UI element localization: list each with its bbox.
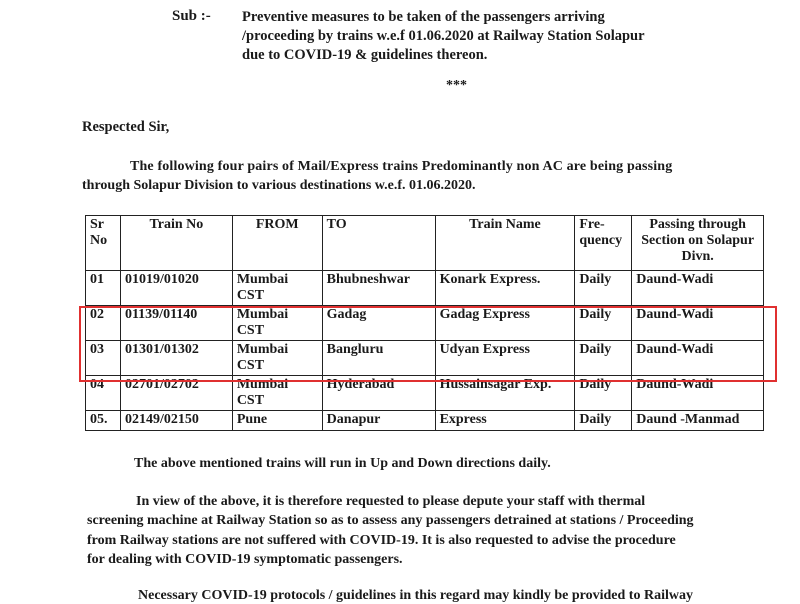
cell-from: Mumbai CST [232, 376, 322, 411]
cell-train-name: Express [435, 411, 575, 431]
header-from: FROM [232, 216, 322, 271]
request-line-3: from Railway stations are not suffered with COVID-19. It is also requested to advise the procedure [87, 533, 676, 548]
header-sr: Sr No [86, 216, 121, 271]
cell-from: Pune [232, 411, 322, 431]
request-line-2: screening machine at Railway Station so as to assess any passengers detrained at stations / Proceeding [87, 513, 694, 528]
cell-sr: 03 [86, 341, 121, 376]
note-line: The above mentioned trains will run in Up and Down directions daily. [134, 456, 551, 471]
cell-train-no: 01139/01140 [120, 306, 232, 341]
table-header-row [86, 216, 764, 271]
cell-train-no: 02149/02150 [120, 411, 232, 431]
cell-frequency: Daily [575, 411, 632, 431]
subject-line-1: Preventive measures to be taken of the passengers arriving [242, 9, 605, 25]
cell-sr: 02 [86, 306, 121, 341]
cell-train-name: Gadag Express [435, 306, 575, 341]
cell-frequency: Daily [575, 376, 632, 411]
cell-to: Hyderabad [322, 376, 435, 411]
closing-line: Necessary COVID-19 protocols / guidelines in this regard may kindly be provided to Railway [138, 588, 693, 603]
cell-sr: 01 [86, 271, 121, 306]
request-line-1: In view of the above, it is therefore requested to please depute your staff with thermal [136, 494, 646, 509]
subject-label: Sub :- [172, 8, 211, 24]
cell-passing: Daund -Manmad [632, 411, 764, 431]
header-train-name: Train Name [435, 216, 575, 271]
cell-passing: Daund-Wadi [632, 376, 764, 411]
cell-sr: 04 [86, 376, 121, 411]
cell-to: Danapur [322, 411, 435, 431]
cell-to: Bhubneshwar [322, 271, 435, 306]
cell-from: Mumbai CST [232, 341, 322, 376]
cell-to: Bangluru [322, 341, 435, 376]
highlight-box [79, 306, 777, 382]
cell-from: Mumbai CST [232, 271, 322, 306]
cell-passing: Daund-Wadi [632, 341, 764, 376]
cell-train-name: Udyan Express [435, 341, 575, 376]
cell-sr: 05. [86, 411, 121, 431]
cell-frequency: Daily [575, 341, 632, 376]
table-row [86, 271, 764, 306]
request-line-4: for dealing with COVID-19 symptomatic passengers. [87, 552, 403, 567]
cell-from: Mumbai CST [232, 306, 322, 341]
cell-frequency: Daily [575, 306, 632, 341]
cell-passing: Daund-Wadi [632, 271, 764, 306]
intro-line-2: through Solapur Division to various destinations w.e.f. 01.06.2020. [82, 178, 476, 193]
header-train-no: Train No [120, 216, 232, 271]
cell-train-name: Konark Express. [435, 271, 575, 306]
cell-frequency: Daily [575, 271, 632, 306]
cell-train-no: 01301/01302 [120, 341, 232, 376]
separator-stars: *** [446, 78, 467, 93]
cell-train-no: 02701/02702 [120, 376, 232, 411]
cell-passing: Daund-Wadi [632, 306, 764, 341]
cell-to: Gadag [322, 306, 435, 341]
salutation: Respected Sir, [82, 119, 170, 135]
cell-train-no: 01019/01020 [120, 271, 232, 306]
header-to: TO [322, 216, 435, 271]
subject-line-2: /proceeding by trains w.e.f 01.06.2020 at Railway Station Solapur [242, 28, 645, 44]
header-passing: Passing through Section on Solapur Divn. [632, 216, 764, 271]
intro-line-1: The following four pairs of Mail/Express trains Predominantly non AC are being passing [130, 159, 673, 174]
header-frequency: Fre- quency [575, 216, 632, 271]
subject-line-3: due to COVID-19 & guidelines thereon. [242, 47, 488, 63]
cell-train-name: Hussainsagar Exp. [435, 376, 575, 411]
table-row [86, 411, 764, 431]
